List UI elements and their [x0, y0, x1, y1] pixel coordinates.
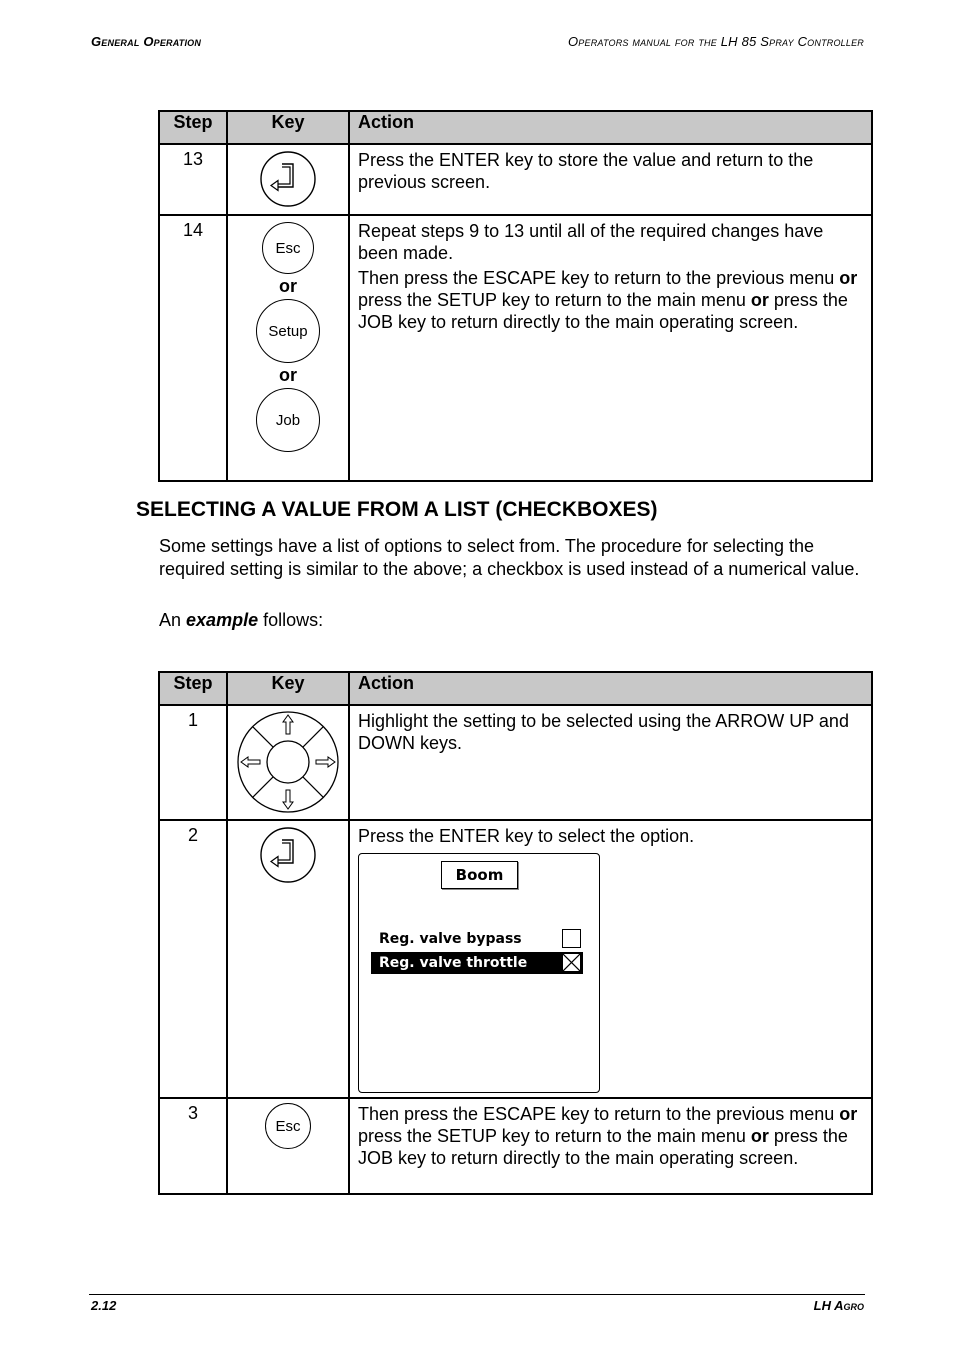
footer-brand-b: gro — [843, 1298, 864, 1313]
page-number: 2.12 — [91, 1298, 117, 1313]
table-row — [159, 705, 872, 820]
action-text: Highlight the setting to be selected using the ARROW UP and DOWN keys. — [358, 711, 849, 753]
paragraph-text: An — [159, 610, 187, 630]
header-manual-pre: Operators manual for the — [568, 34, 721, 49]
header-action: Action — [349, 111, 872, 144]
key-cell — [227, 705, 349, 820]
header-key: Key — [227, 672, 349, 705]
setup-key-icon: Setup — [256, 299, 320, 363]
checkbox-unchecked[interactable] — [562, 929, 581, 948]
action-text-part: press the JOB key to return directly to the main operating screen. — [358, 290, 848, 332]
action-text-part: Then press the ESCAPE key to return to the previous menu — [358, 1104, 840, 1124]
action-text — [358, 1103, 863, 1169]
checkbox-checked[interactable] — [562, 953, 581, 972]
list-item[interactable] — [371, 928, 583, 950]
or-label: or — [279, 365, 297, 385]
key-cell — [227, 215, 349, 481]
footer-brand-a: LH A — [813, 1298, 844, 1313]
table-row — [159, 215, 872, 481]
action-cell — [349, 705, 872, 820]
screen-title: Boom — [441, 861, 518, 889]
steps-table-1 — [158, 110, 873, 482]
step-number: 13 — [159, 144, 227, 215]
header-step: Step — [159, 672, 227, 705]
enter-key-icon — [258, 825, 318, 885]
header-model: LH 85 — [720, 34, 757, 49]
header-manual-post: Spray Controller — [756, 34, 864, 49]
footer-brand — [814, 1298, 864, 1313]
or-emphasis: or — [750, 290, 769, 310]
enter-key-icon — [258, 149, 318, 209]
key-cell — [227, 1098, 349, 1194]
example-emphasis: example — [186, 610, 259, 630]
intro-paragraph: Some settings have a list of options to select from. The procedure for selecting the required setting is similar to the above; a checkbox is used instead of a numerical value. — [159, 536, 860, 579]
or-emphasis: or — [839, 268, 858, 288]
or-emphasis: or — [750, 1126, 769, 1146]
table-row — [159, 1098, 872, 1194]
action-text: Repeat steps 9 to 13 until all of the required changes have been made. — [358, 221, 824, 263]
or-emphasis: or — [839, 1104, 858, 1124]
list-item-label: Reg. valve bypass — [379, 931, 522, 947]
list-item-label: Reg. valve throttle — [379, 955, 528, 971]
device-screen — [358, 853, 600, 1093]
action-text — [358, 267, 863, 333]
footer-divider — [89, 1294, 865, 1295]
action-text-part: press the SETUP key to return to the main menu — [358, 1126, 751, 1146]
arrow-keypad-icon — [236, 710, 340, 814]
section-title: SELECTING A VALUE FROM A LIST (CHECKBOXES) — [136, 498, 658, 521]
action-cell — [349, 1098, 872, 1194]
step-number: 3 — [159, 1098, 227, 1194]
table-row — [159, 820, 872, 1098]
job-key-icon: Job — [256, 388, 320, 452]
action-text-part: press the SETUP key to return to the main menu — [358, 290, 751, 310]
action-cell — [349, 215, 872, 481]
paragraph-text: follows: — [258, 610, 324, 630]
esc-key-icon: Esc — [262, 222, 314, 274]
table-row — [159, 144, 872, 215]
header-section-title: General Operation — [91, 34, 202, 49]
header-step: Step — [159, 111, 227, 144]
or-label: or — [279, 276, 297, 296]
esc-key-icon: Esc — [265, 1103, 311, 1149]
key-cell — [227, 820, 349, 1098]
header-action: Action — [349, 672, 872, 705]
header-key: Key — [227, 111, 349, 144]
list-item-selected[interactable] — [371, 952, 583, 974]
example-paragraph — [159, 609, 873, 632]
action-cell — [349, 820, 872, 1098]
key-cell — [227, 144, 349, 215]
table-header-row — [159, 672, 872, 705]
header-manual-title — [476, 34, 864, 49]
action-text-part: press the JOB key to return directly to the main operating screen. — [358, 1126, 848, 1168]
table-header-row — [159, 111, 872, 144]
action-cell — [349, 144, 872, 215]
checkbox-cross-icon — [563, 954, 580, 971]
action-text: Press the ENTER key to select the option. — [358, 826, 695, 846]
step-number: 14 — [159, 215, 227, 481]
action-text: Press the ENTER key to store the value and return to the previous screen. — [358, 150, 814, 192]
step-number: 2 — [159, 820, 227, 1098]
step-number: 1 — [159, 705, 227, 820]
steps-table-2 — [158, 671, 873, 1195]
action-text-part: Then press the ESCAPE key to return to the previous menu — [358, 268, 840, 288]
